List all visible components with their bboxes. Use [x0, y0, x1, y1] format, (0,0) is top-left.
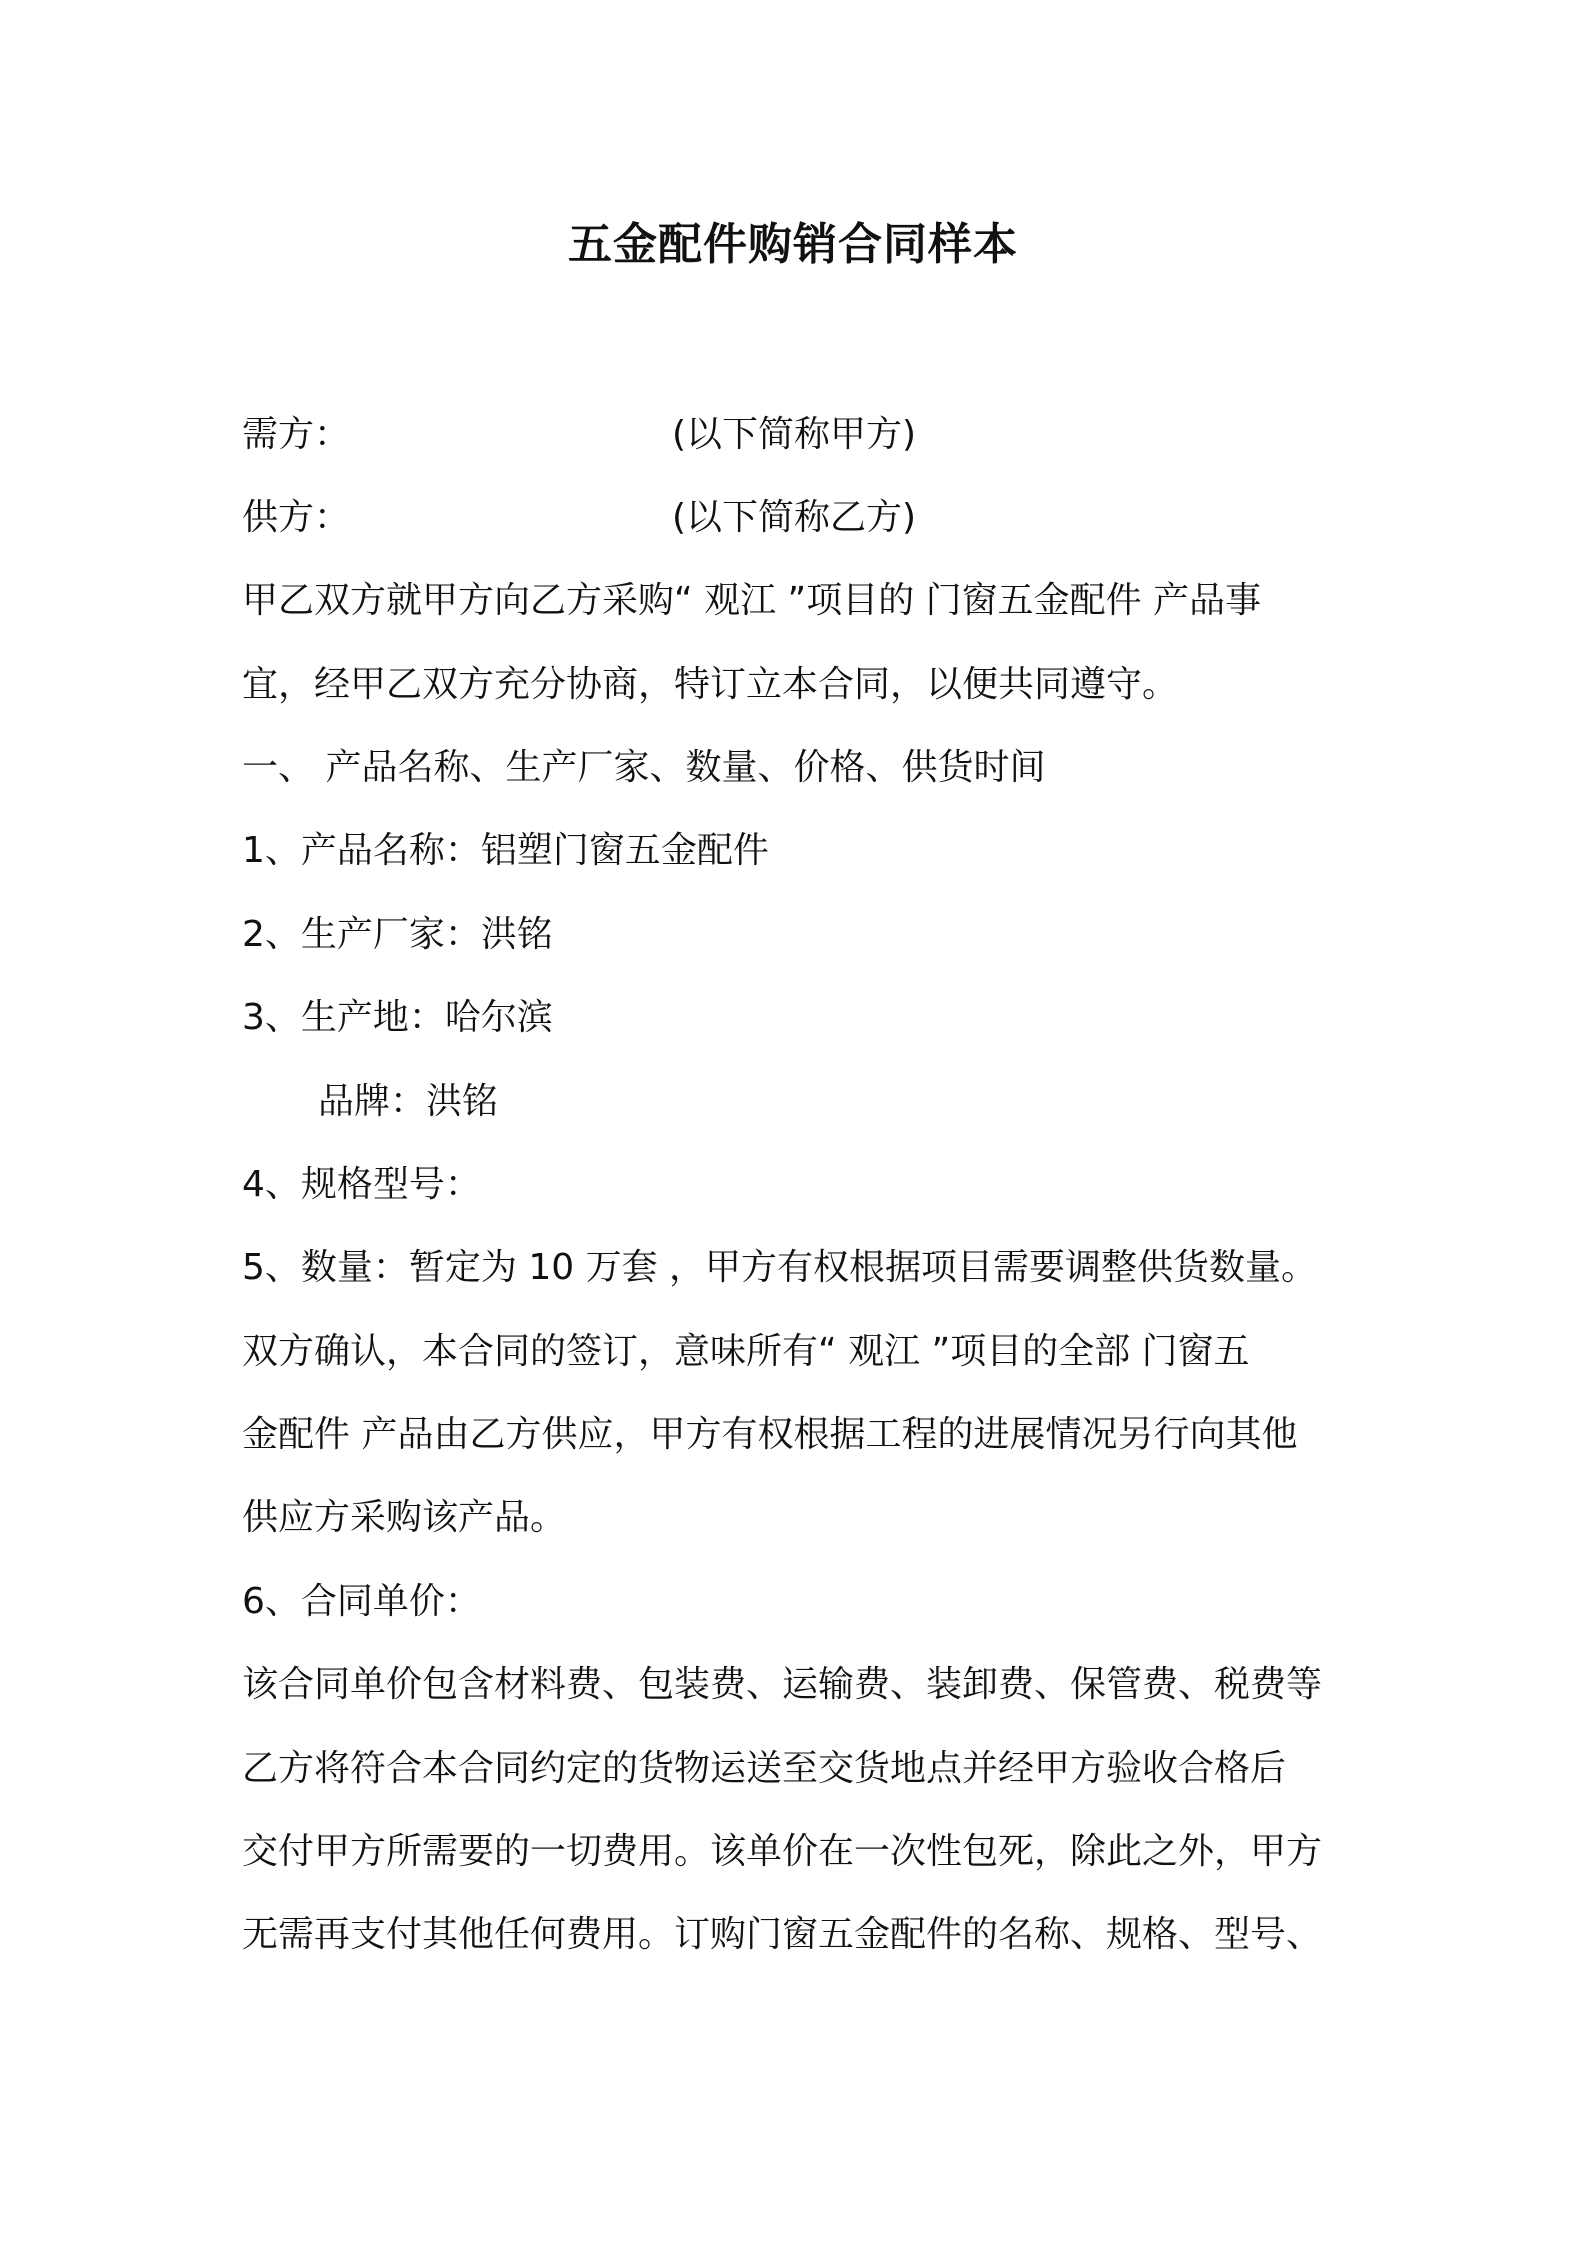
paragraph-line: 宜，经甲乙双方充分协商，特订立本合同，以便共同遵守。 [242, 664, 1179, 705]
clause-line: 5、数量：暂定为 10 万套 ，甲方有权根据项目需要调整供货数量。 [242, 1247, 1318, 1288]
section-heading: 一、 产品名称、生产厂家、数量、价格、供货时间 [242, 747, 1046, 788]
party-b-label: 供方： [242, 497, 351, 538]
clause-line: 4、规格型号： [242, 1164, 481, 1205]
clause-line: 2、生产厂家：洪铭 [242, 914, 553, 955]
party-a-label: 需方： [242, 414, 351, 455]
paragraph-line: 该合同单价包含材料费、包装费、运输费、装卸费、保管费、税费等 [242, 1664, 1323, 1705]
party-b-line [242, 493, 1362, 543]
clause-line: 品牌：洪铭 [318, 1081, 499, 1122]
clause-line: 6、合同单价： [242, 1581, 481, 1622]
paragraph-line: 无需再支付其他任何费用。订购门窗五金配件的名称、规格、型号、 [242, 1914, 1323, 1955]
paragraph-line: 金配件 产品由乙方供应，甲方有权根据工程的进展情况另行向其他 [242, 1414, 1298, 1455]
paragraph-line: 双方确认，本合同的签订，意味所有“ 观江 ”项目的全部 门窗五 [242, 1331, 1250, 1372]
paragraph-line: 交付甲方所需要的一切费用。该单价在一次性包死，除此之外，甲方 [242, 1831, 1323, 1872]
clause-line: 1、产品名称：铝塑门窗五金配件 [242, 830, 769, 871]
party-b-note: (以下简称乙方) [672, 497, 917, 538]
paragraph-line: 供应方采购该产品。 [242, 1497, 567, 1538]
paragraph-line: 甲乙双方就甲方向乙方采购“ 观江 ”项目的 门窗五金配件 产品事 [242, 580, 1262, 621]
document-title: 五金配件购销合同样本 [568, 219, 1018, 270]
clause-line: 3、生产地：哈尔滨 [242, 997, 553, 1038]
party-a-line [242, 410, 1362, 460]
paragraph-line: 乙方将符合本合同约定的货物运送至交货地点并经甲方验收合格后 [242, 1748, 1287, 1789]
party-a-note: (以下简称甲方) [672, 414, 917, 455]
